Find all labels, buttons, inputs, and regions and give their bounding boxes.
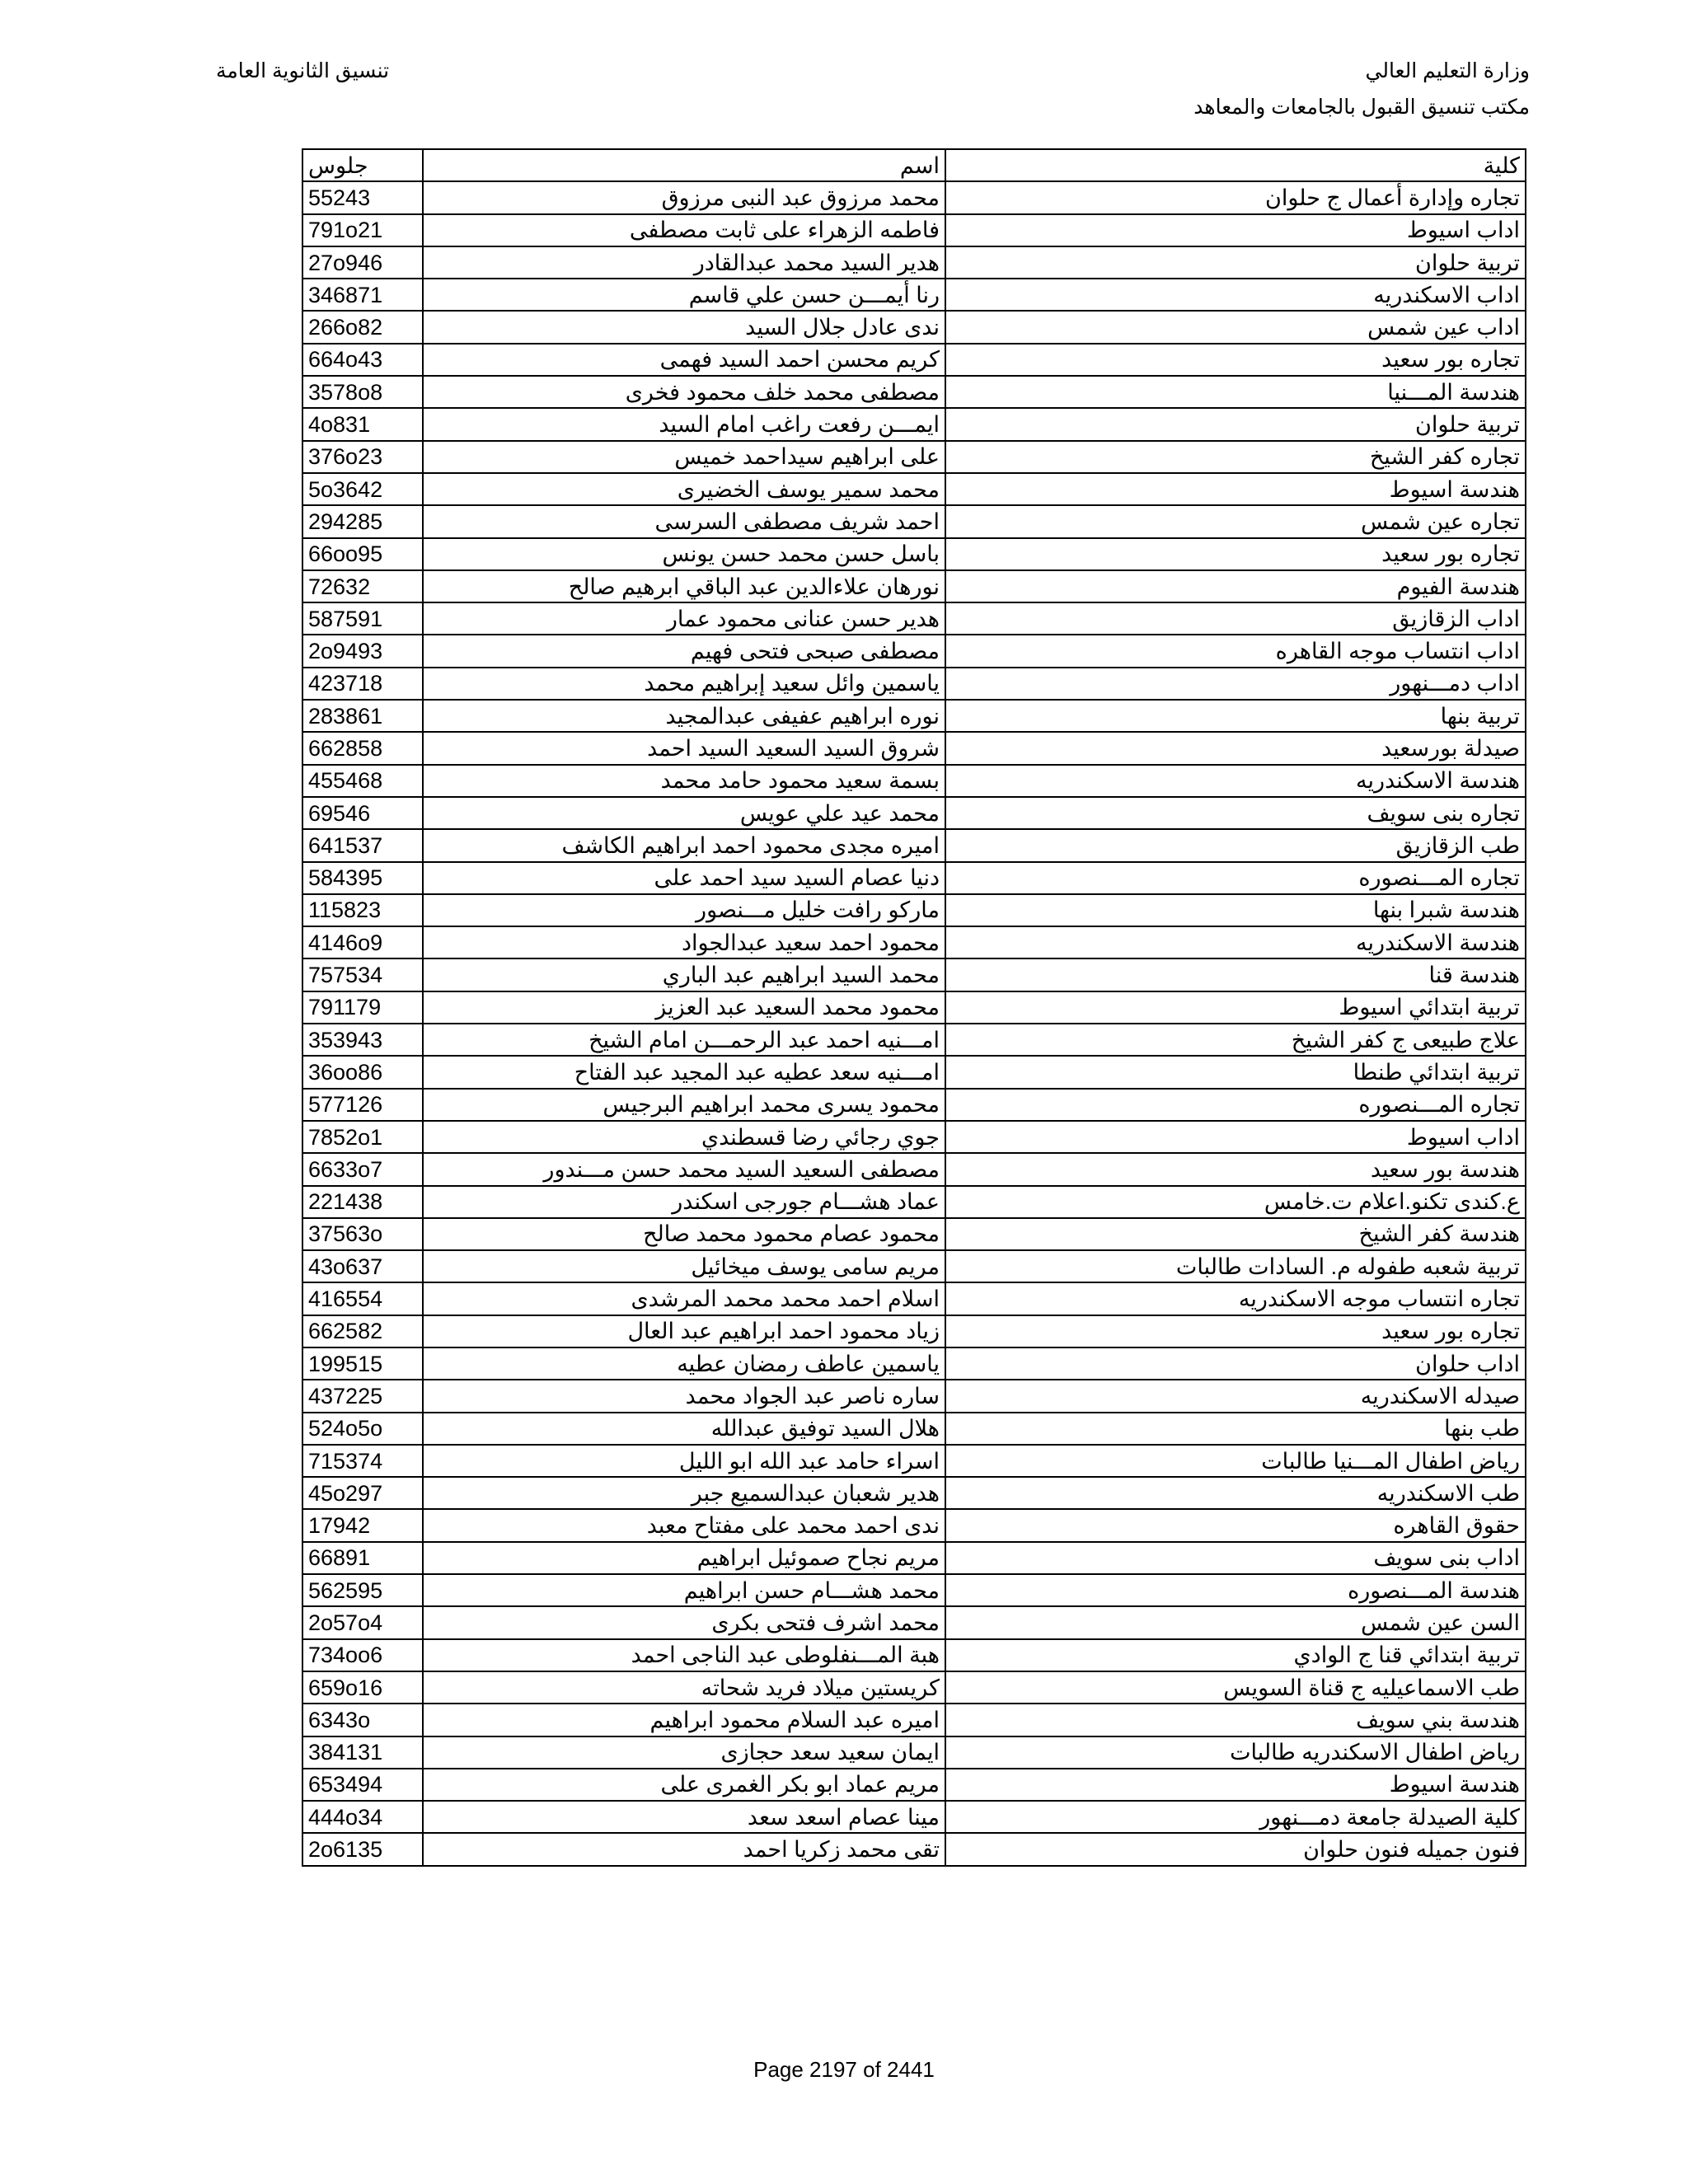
seat-cell: 524o5o — [302, 1413, 423, 1445]
table-row — [302, 1574, 1526, 1606]
table-row — [302, 344, 1526, 376]
college-cell: تربية بنها — [945, 700, 1526, 732]
seat-cell: 659o16 — [302, 1671, 423, 1704]
table-row — [302, 1671, 1526, 1704]
table-row — [302, 1704, 1526, 1736]
name-cell: محمود احمد سعيد عبدالجواد — [423, 926, 945, 958]
seat-cell: 72632 — [302, 570, 423, 602]
table-row — [302, 668, 1526, 700]
name-cell: ياسمين عاطف رمضان عطيه — [423, 1347, 945, 1380]
ministry-header — [1193, 56, 1530, 129]
table-row — [302, 1445, 1526, 1477]
table-row — [302, 797, 1526, 829]
college-cell: طب الاسماعيليه ج قناة السويس — [945, 1671, 1526, 1704]
college-header: كلية — [945, 149, 1526, 181]
table-row — [302, 1056, 1526, 1088]
table-row — [302, 1153, 1526, 1185]
college-cell: تجاره عين شمس — [945, 505, 1526, 537]
name-cell: هدير السيد محمد عبدالقادر — [423, 246, 945, 279]
seat-cell: 346871 — [302, 279, 423, 311]
table-row — [302, 311, 1526, 343]
table-row — [302, 1509, 1526, 1541]
college-cell: اداب عين شمس — [945, 311, 1526, 343]
section-title: تنسيق الثانوية العامة — [216, 59, 390, 82]
name-cell: رنا أيمـــن حسن علي قاسم — [423, 279, 945, 311]
table-row — [302, 1736, 1526, 1769]
table-row — [302, 1380, 1526, 1412]
table-row — [302, 538, 1526, 570]
college-cell: هندسة المـــنيا — [945, 376, 1526, 408]
table-row — [302, 1477, 1526, 1509]
table-row — [302, 894, 1526, 926]
name-cell: كريم محسن احمد السيد فهمى — [423, 344, 945, 376]
college-cell: فنون جميله فنون حلوان — [945, 1833, 1526, 1865]
table-row — [302, 765, 1526, 797]
seat-cell: 6343o — [302, 1704, 423, 1736]
table-row — [302, 602, 1526, 635]
name-cell: محمود عصام محمود محمد صالح — [423, 1218, 945, 1250]
seat-header: جلوس — [302, 149, 423, 181]
name-cell: باسل حسن محمد حسن يونس — [423, 538, 945, 570]
table-row — [302, 570, 1526, 602]
name-cell: كريستين ميلاد فريد شحاته — [423, 1671, 945, 1704]
table-row — [302, 1282, 1526, 1315]
name-cell: هدير شعبان عبدالسميع جبر — [423, 1477, 945, 1509]
college-cell: كلية الصيدلة جامعة دمـــنهور — [945, 1801, 1526, 1833]
table-row — [302, 181, 1526, 213]
college-cell: اداب دمـــنهور — [945, 668, 1526, 700]
name-cell: شروق السيد السعيد السيد احمد — [423, 732, 945, 764]
seat-cell: 384131 — [302, 1736, 423, 1769]
page-number: Page 2197 of 2441 — [753, 2057, 935, 2082]
table-row — [302, 279, 1526, 311]
college-cell: تجاره المـــنصوره — [945, 862, 1526, 894]
college-cell: رياض اطفال المـــنيا طالبات — [945, 1445, 1526, 1477]
table-row — [302, 1024, 1526, 1056]
college-cell: اداب الاسكندريه — [945, 279, 1526, 311]
name-cell: اميره عبد السلام محمود ابراهيم — [423, 1704, 945, 1736]
name-cell: اسراء حامد عبد الله ابو الليل — [423, 1445, 945, 1477]
college-cell: ع.كندى تكنو.اعلام ت.خامس — [945, 1186, 1526, 1218]
table-row — [302, 1250, 1526, 1282]
name-cell: ياسمين وائل سعيد إبراهيم محمد — [423, 668, 945, 700]
table-row — [302, 1186, 1526, 1218]
college-cell: تجاره بور سعيد — [945, 538, 1526, 570]
table-row — [302, 1315, 1526, 1347]
table-row — [302, 635, 1526, 667]
college-cell: هندسة الاسكندريه — [945, 926, 1526, 958]
table-row — [302, 862, 1526, 894]
name-cell: هدير حسن عنانى محمود عمار — [423, 602, 945, 635]
college-cell: اداب انتساب موجه القاهره — [945, 635, 1526, 667]
seat-cell: 115823 — [302, 894, 423, 926]
name-cell: زياد محمود احمد ابراهيم عبد العال — [423, 1315, 945, 1347]
table-row — [302, 1639, 1526, 1671]
college-cell: تربية شعبه طفوله م. السادات طالبات — [945, 1250, 1526, 1282]
college-cell: اداب اسيوط — [945, 1121, 1526, 1153]
name-cell: محمد مرزوق عبد النبى مرزوق — [423, 181, 945, 213]
name-cell: محمد عيد علي عويس — [423, 797, 945, 829]
seat-cell: 199515 — [302, 1347, 423, 1380]
seat-cell: 2o57o4 — [302, 1606, 423, 1638]
seat-cell: 353943 — [302, 1024, 423, 1056]
college-cell: اداب اسيوط — [945, 214, 1526, 246]
name-cell: ندى عادل جلال السيد — [423, 311, 945, 343]
office-title: مكتب تنسيق القبول بالجامعات والمعاهد — [1193, 96, 1530, 119]
name-cell: مريم سامى يوسف ميخائيل — [423, 1250, 945, 1282]
college-cell: تجاره بور سعيد — [945, 1315, 1526, 1347]
table-row — [302, 376, 1526, 408]
college-cell: تجاره بنى سويف — [945, 797, 1526, 829]
college-cell: طب بنها — [945, 1413, 1526, 1445]
table-row — [302, 408, 1526, 440]
admissions-table-body — [302, 149, 1526, 1866]
college-cell: تربية ابتدائي قنا ج الوادي — [945, 1639, 1526, 1671]
seat-cell: 2o9493 — [302, 635, 423, 667]
table-row — [302, 829, 1526, 861]
name-cell: محمد سمير يوسف الخضيرى — [423, 473, 945, 505]
name-cell: عماد هشـــام جورجى اسكندر — [423, 1186, 945, 1218]
table-row — [302, 214, 1526, 246]
college-cell: تربية حلوان — [945, 408, 1526, 440]
seat-cell: 757534 — [302, 958, 423, 991]
table-row — [302, 1413, 1526, 1445]
seat-cell: 6633o7 — [302, 1153, 423, 1185]
table-header-row — [302, 149, 1526, 181]
seat-cell: 455468 — [302, 765, 423, 797]
college-cell: هندسة بني سويف — [945, 1704, 1526, 1736]
college-cell: تجاره بور سعيد — [945, 344, 1526, 376]
name-cell: نورهان علاءالدين عبد الباقي ابرهيم صالح — [423, 570, 945, 602]
name-cell: بسمة سعيد محمود حامد محمد — [423, 765, 945, 797]
seat-cell: 2o6135 — [302, 1833, 423, 1865]
seat-cell: 66oo95 — [302, 538, 423, 570]
table-row — [302, 1801, 1526, 1833]
college-cell: السن عين شمس — [945, 1606, 1526, 1638]
table-row — [302, 246, 1526, 279]
name-cell: مصطفى السعيد السيد محمد حسن مـــندور — [423, 1153, 945, 1185]
seat-cell: 37563o — [302, 1218, 423, 1250]
name-cell: ايمان سعيد سعد حجازى — [423, 1736, 945, 1769]
table-row — [302, 1542, 1526, 1574]
seat-cell: 283861 — [302, 700, 423, 732]
seat-cell: 4o831 — [302, 408, 423, 440]
name-cell: مينا عصام اسعد سعد — [423, 1801, 945, 1833]
table-row — [302, 1218, 1526, 1250]
seat-cell: 69546 — [302, 797, 423, 829]
name-cell: نوره ابراهيم عفيفى عبدالمجيد — [423, 700, 945, 732]
name-cell: احمد شريف مصطفى السرسى — [423, 505, 945, 537]
table-row — [302, 441, 1526, 473]
table-row — [302, 700, 1526, 732]
name-cell: محمود يسرى محمد ابراهيم البرجيس — [423, 1089, 945, 1121]
seat-cell: 45o297 — [302, 1477, 423, 1509]
seat-cell: 66891 — [302, 1542, 423, 1574]
seat-cell: 5o3642 — [302, 473, 423, 505]
name-cell: محمد هشـــام حسن ابراهيم — [423, 1574, 945, 1606]
seat-cell: 734oo6 — [302, 1639, 423, 1671]
college-cell: تربية حلوان — [945, 246, 1526, 279]
name-cell: مريم نجاح صموئيل ابراهيم — [423, 1542, 945, 1574]
seat-cell: 423718 — [302, 668, 423, 700]
seat-cell: 36oo86 — [302, 1056, 423, 1088]
college-cell: تجاره انتساب موجه الاسكندريه — [945, 1282, 1526, 1315]
seat-cell: 664o43 — [302, 344, 423, 376]
seat-cell: 3578o8 — [302, 376, 423, 408]
seat-cell: 577126 — [302, 1089, 423, 1121]
seat-cell: 444o34 — [302, 1801, 423, 1833]
seat-cell: 55243 — [302, 181, 423, 213]
college-cell: اداب بنى سويف — [945, 1542, 1526, 1574]
college-cell: تربية ابتدائي طنطا — [945, 1056, 1526, 1088]
name-cell: ماركو رافت خليل مـــنصور — [423, 894, 945, 926]
name-cell: مصطفى محمد خلف محمود فخرى — [423, 376, 945, 408]
college-cell: هندسة الاسكندريه — [945, 765, 1526, 797]
seat-cell: 791o21 — [302, 214, 423, 246]
name-cell: اسلام احمد محمد محمد المرشدى — [423, 1282, 945, 1315]
college-cell: علاج طبيعى ج كفر الشيخ — [945, 1024, 1526, 1056]
seat-cell: 584395 — [302, 862, 423, 894]
seat-cell: 376o23 — [302, 441, 423, 473]
seat-cell: 653494 — [302, 1769, 423, 1801]
college-cell: طب الزقازيق — [945, 829, 1526, 861]
college-cell: رياض اطفال الاسكندريه طالبات — [945, 1736, 1526, 1769]
college-cell: هندسة كفر الشيخ — [945, 1218, 1526, 1250]
seat-cell: 715374 — [302, 1445, 423, 1477]
admissions-table — [302, 148, 1526, 1867]
seat-cell: 221438 — [302, 1186, 423, 1218]
college-cell: تجاره كفر الشيخ — [945, 441, 1526, 473]
seat-cell: 641537 — [302, 829, 423, 861]
ministry-title: وزارة التعليم العالي — [1365, 59, 1530, 82]
college-cell: هندسة الفيوم — [945, 570, 1526, 602]
name-cell: على ابراهيم سيداحمد خميس — [423, 441, 945, 473]
college-cell: هندسة اسيوط — [945, 1769, 1526, 1801]
seat-cell: 266o82 — [302, 311, 423, 343]
seat-cell: 437225 — [302, 1380, 423, 1412]
seat-cell: 662858 — [302, 732, 423, 764]
seat-cell: 43o637 — [302, 1250, 423, 1282]
seat-cell: 4146o9 — [302, 926, 423, 958]
table-row — [302, 505, 1526, 537]
table-row — [302, 732, 1526, 764]
table-row — [302, 1833, 1526, 1865]
seat-cell: 562595 — [302, 1574, 423, 1606]
seat-cell: 416554 — [302, 1282, 423, 1315]
college-cell: هندسة بور سعيد — [945, 1153, 1526, 1185]
college-cell: اداب الزقازيق — [945, 602, 1526, 635]
name-cell: ايمـــن رفعت راغب امام السيد — [423, 408, 945, 440]
name-header: اسم — [423, 149, 945, 181]
name-cell: امـــنيه سعد عطيه عبد المجيد عبد الفتاح — [423, 1056, 945, 1088]
name-cell: ساره ناصر عبد الجواد محمد — [423, 1380, 945, 1412]
college-cell: هندسة قنا — [945, 958, 1526, 991]
table-row — [302, 1347, 1526, 1380]
seat-cell: 294285 — [302, 505, 423, 537]
college-cell: تجاره المـــنصوره — [945, 1089, 1526, 1121]
table-row — [302, 1089, 1526, 1121]
name-cell: مصطفى صبحى فتحى فهيم — [423, 635, 945, 667]
seat-cell: 27o946 — [302, 246, 423, 279]
name-cell: فاطمه الزهراء على ثابت مصطفى — [423, 214, 945, 246]
name-cell: تقى محمد زكريا احمد — [423, 1833, 945, 1865]
table-row — [302, 991, 1526, 1024]
name-cell: اميره مجدى محمود احمد ابراهيم الكاشف — [423, 829, 945, 861]
name-cell: محمد السيد ابراهيم عبد الباري — [423, 958, 945, 991]
seat-cell: 7852o1 — [302, 1121, 423, 1153]
college-cell: هندسة شبرا بنها — [945, 894, 1526, 926]
college-cell: هندسة اسيوط — [945, 473, 1526, 505]
name-cell: مريم عماد ابو بكر الغمرى على — [423, 1769, 945, 1801]
seat-cell: 791179 — [302, 991, 423, 1024]
college-cell: حقوق القاهره — [945, 1509, 1526, 1541]
table-row — [302, 1606, 1526, 1638]
name-cell: هبة المـــنفلوطى عبد الناجى احمد — [423, 1639, 945, 1671]
seat-cell: 17942 — [302, 1509, 423, 1541]
name-cell: ندى احمد محمد على مفتاح معبد — [423, 1509, 945, 1541]
name-cell: دنيا عصام السيد سيد احمد على — [423, 862, 945, 894]
table-row — [302, 1769, 1526, 1801]
college-cell: صيدلة بورسعيد — [945, 732, 1526, 764]
college-cell: تربية ابتدائي اسيوط — [945, 991, 1526, 1024]
name-cell: جوي رجائي رضا قسطندي — [423, 1121, 945, 1153]
name-cell: محمد اشرف فتحى بكرى — [423, 1606, 945, 1638]
seat-cell: 662582 — [302, 1315, 423, 1347]
table-row — [302, 473, 1526, 505]
table-row — [302, 1121, 1526, 1153]
college-cell: طب الاسكندريه — [945, 1477, 1526, 1509]
name-cell: امـــنيه احمد عبد الرحمـــن امام الشيخ — [423, 1024, 945, 1056]
name-cell: هلال السيد توفيق عبدالله — [423, 1413, 945, 1445]
college-cell: صيدله الاسكندريه — [945, 1380, 1526, 1412]
name-cell: محمود محمد السعيد عبد العزيز — [423, 991, 945, 1024]
college-cell: تجاره وإدارة أعمال ج حلوان — [945, 181, 1526, 213]
college-cell: اداب حلوان — [945, 1347, 1526, 1380]
seat-cell: 587591 — [302, 602, 423, 635]
college-cell: هندسة المـــنصوره — [945, 1574, 1526, 1606]
table-row — [302, 926, 1526, 958]
table-row — [302, 958, 1526, 991]
